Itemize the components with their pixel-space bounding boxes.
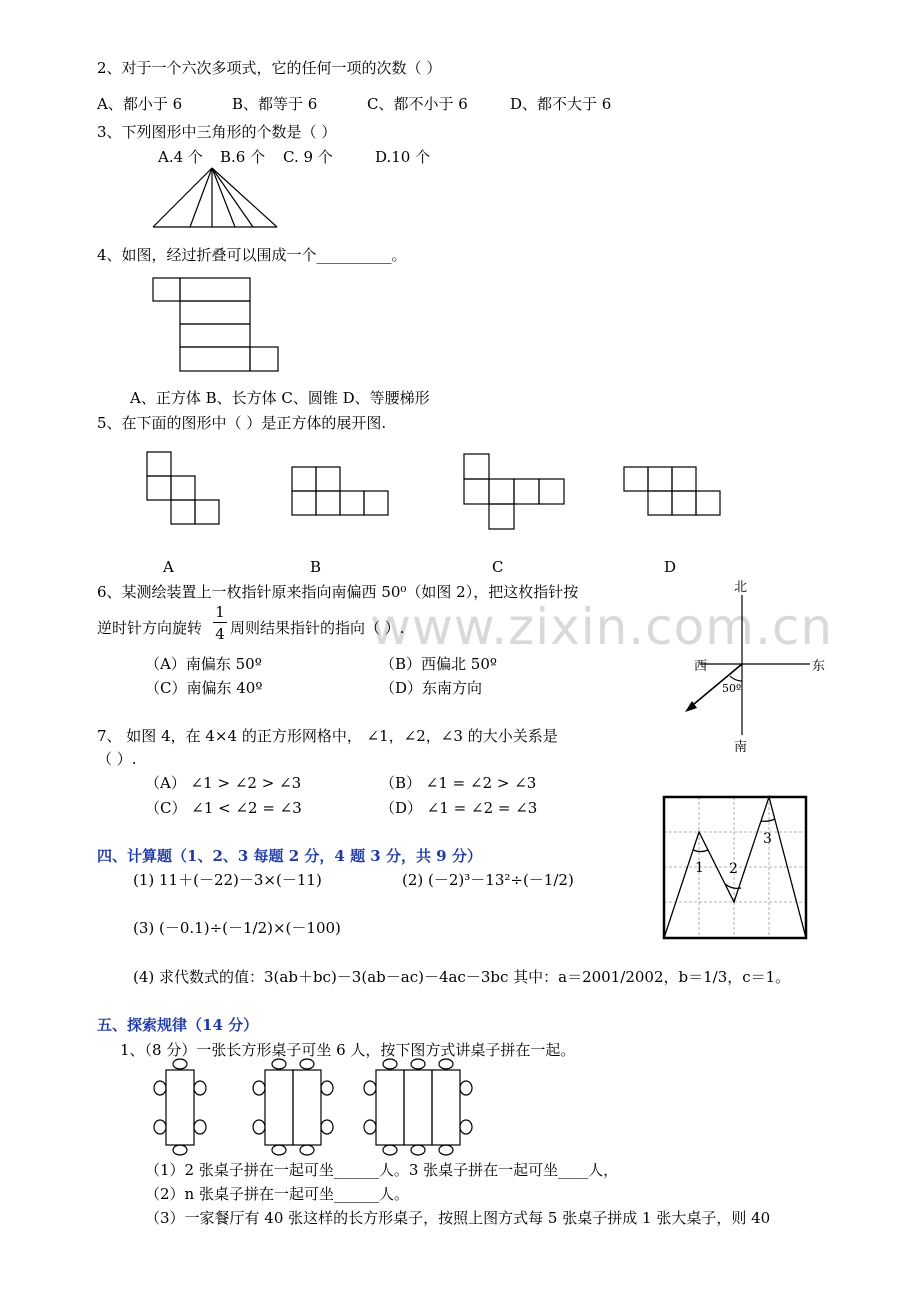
q5-label-d: D [664,558,677,576]
q6-option-a: （A）南偏东 50º [145,655,262,673]
q5-1-tables-figure [150,1060,480,1150]
grid-angle-1-label: 1 [695,860,704,876]
q5-label-b: B [310,558,322,576]
q3-stem: 3、下列图形中三角形的个数是（ ） [97,123,337,141]
section5-sub-2: （2）n 张桌子拼在一起可坐______人。 [145,1185,409,1203]
q4-stem: 4、如图，经过折叠可以围成一个__________。 [97,246,407,264]
q2-option-d: D、都不大于 6 [510,95,612,113]
q7-option-c: （C） ∠1 < ∠2 = ∠3 [145,799,302,817]
q6-option-b: （B）西偏北 50º [380,655,497,673]
q6-option-d: （D）东南方向 [380,679,483,697]
compass-north-label: 北 [734,580,748,595]
grid-angle-2-label: 2 [729,861,738,877]
q7-line1: 7、 如图 4，在 4×4 的正方形网格中， ∠1，∠2，∠3 的大小关系是 [97,727,558,745]
q7-option-d: （D） ∠1 = ∠2 = ∠3 [380,799,538,817]
q6-option-c: （C）南偏东 40º [145,679,263,697]
watermark-text: www.zixin.com.cn [370,598,834,656]
q5-net-d [622,465,722,517]
q3-option-a: A.4 个 [158,148,203,166]
q6-fraction-numerator: 1 [215,603,225,621]
section5-sub-1: （1）2 张桌子拼在一起可坐______人。3 张桌子拼在一起可坐____人， [145,1161,619,1179]
q7-option-b: （B） ∠1 = ∠2 > ∠3 [380,774,537,792]
q2-option-c: C、都不小于 6 [367,95,468,113]
q2-option-a: A、都小于 6 [97,95,183,113]
q3-option-b: B.6 个 [220,148,266,166]
q6-fraction-denominator: 4 [215,625,225,643]
section4-problem-1: (1) 11＋(－22)－3×(－11) [133,871,322,889]
compass-south-label: 南 [734,740,748,755]
q5-label-c: C [492,558,504,576]
q7-line2: （ ）. [97,750,137,768]
section4-problem-2: (2) (－2)³－13²÷(－1/2) [402,871,574,889]
q2-option-b: B、都等于 6 [232,95,318,113]
q6-compass-figure [660,595,830,745]
q5-net-b [290,465,390,520]
section4-title: 四、计算题（1、2、3 每题 2 分，4 题 3 分，共 9 分） [97,847,482,865]
q4-options: A、正方体 B、长方体 C、圆锥 D、等腰梯形 [130,389,430,407]
q6-line2-pre: 逆时针方向旋转 [97,619,203,637]
q4-net-figure [150,275,280,375]
q7-option-a: （A） ∠1 > ∠2 > ∠3 [145,774,302,792]
q3-triangle-figure [150,165,280,230]
q2-stem: 2、对于一个六次多项式，它的任何一项的次数（ ） [97,59,442,77]
q5-net-c [462,452,567,532]
q3-option-d: D.10 个 [375,148,431,166]
section5-title: 五、探索规律（14 分） [97,1016,259,1034]
q6-fraction-bar [213,622,227,623]
q6-line2-post: 周则结果指针的指向（ ）. [230,619,405,637]
section5-sub-3: （3）一家餐厅有 40 张这样的长方形桌子，按照上图方式每 5 张桌子拼成 1 张大桌子，则 40 [145,1209,771,1227]
section4-problem-4: (4) 求代数式的值：3(ab＋bc)－3(ab－ac)－4ac－3bc 其中：a＝2001/2002，b＝1/3，c＝1。 [133,968,791,986]
q6-line1: 6、某测绘装置上一枚指针原来指向南偏西 50⁰（如图 2），把这枚指针按 [97,583,579,601]
grid-angle-3-label: 3 [763,831,772,847]
q5-label-a: A [163,558,174,576]
compass-west-label: 西 [694,659,708,674]
compass-east-label: 东 [812,659,826,674]
compass-angle-label: 50º [722,682,742,695]
q5-stem: 5、在下面的图形中（ ）是正方体的展开图. [97,414,387,432]
section4-problem-3: (3) (－0.1)÷(－1/2)×(－100) [133,919,341,937]
q5-net-a [145,450,225,525]
q3-option-c: C. 9 个 [283,148,333,166]
section5-question-1: 1、（8 分）一张长方形桌子可坐 6 人，按下图方式讲桌子拼在一起。 [120,1041,576,1059]
